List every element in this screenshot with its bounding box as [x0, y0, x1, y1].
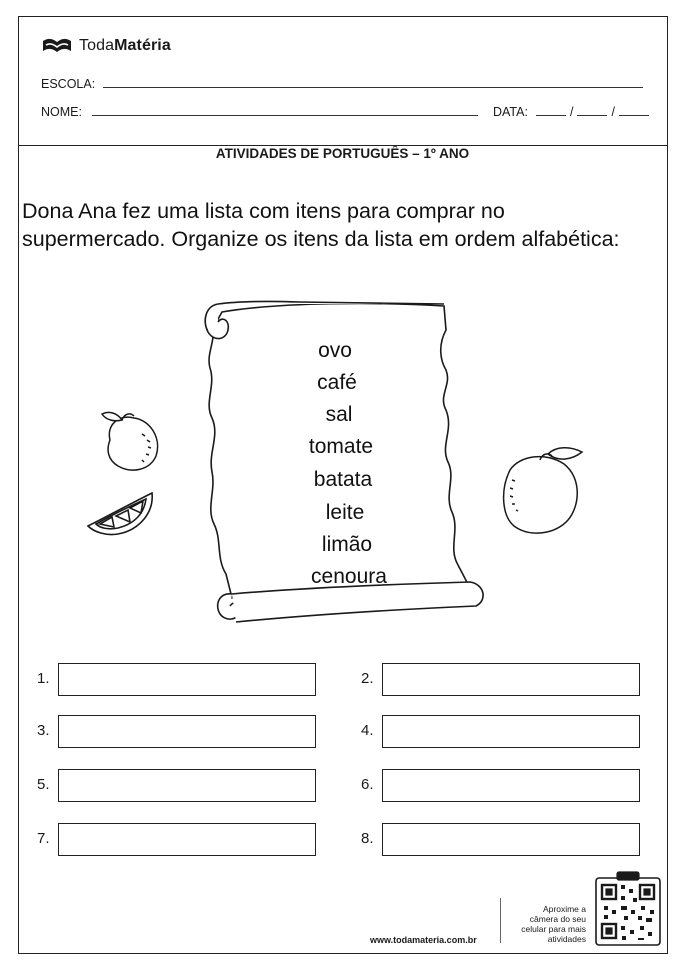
answer-number: 5. [37, 776, 50, 793]
answer-box-4[interactable] [382, 715, 640, 748]
answer-box-2[interactable] [382, 663, 640, 696]
qr-note-line: Aproxime a [543, 904, 586, 914]
scroll-item: leite [325, 501, 365, 524]
worksheet-title: ATIVIDADES DE PORTUGUÊS – 1º ANO [215, 146, 470, 161]
qr-note-line: celular para mais [521, 924, 586, 934]
answer-box-7[interactable] [58, 823, 316, 856]
scroll-item: ovo [318, 339, 352, 362]
answer-number: 6. [361, 776, 374, 793]
footer-url[interactable]: www.todamateria.com.br [370, 935, 477, 945]
scroll-item: batata [313, 468, 373, 491]
lemon-icon [504, 448, 582, 533]
qr-note-line: câmera do seu [529, 914, 586, 924]
answer-number: 7. [37, 830, 50, 847]
school-label: ESCOLA: [41, 77, 96, 91]
answer-number: 8. [361, 830, 374, 847]
scroll-item: limão [321, 533, 373, 556]
lemon-icon [102, 412, 158, 470]
scroll-item: cenoura [311, 565, 387, 588]
answer-number: 1. [37, 670, 50, 687]
answer-number: 4. [361, 722, 374, 739]
qr-note-line: atividades [547, 934, 586, 944]
answer-box-6[interactable] [382, 769, 640, 802]
date-separator: / [611, 105, 615, 119]
answer-box-1[interactable] [58, 663, 316, 696]
date-separator: / [569, 105, 574, 119]
qr-note [508, 904, 586, 944]
answer-box-8[interactable] [382, 823, 640, 856]
answer-number: 2. [361, 670, 374, 687]
date-label: DATA: [492, 105, 528, 119]
footer-divider [500, 898, 501, 943]
scroll-item: sal [325, 403, 353, 426]
brand-name: TodaMatéria [79, 37, 171, 54]
qr-code-icon [596, 872, 660, 945]
answer-number: 3. [37, 722, 50, 739]
scroll-item: café [317, 371, 357, 394]
name-label: NOME: [41, 105, 82, 119]
exercise-prompt: Dona Ana fez uma lista com itens para comprar no supermercado. Organize os itens da lista em ordem alfabética: [22, 199, 620, 251]
answer-box-5[interactable] [58, 769, 316, 802]
lemon-slice-icon [88, 493, 152, 535]
scroll-item: tomate [308, 435, 374, 458]
answer-box-3[interactable] [58, 715, 316, 748]
